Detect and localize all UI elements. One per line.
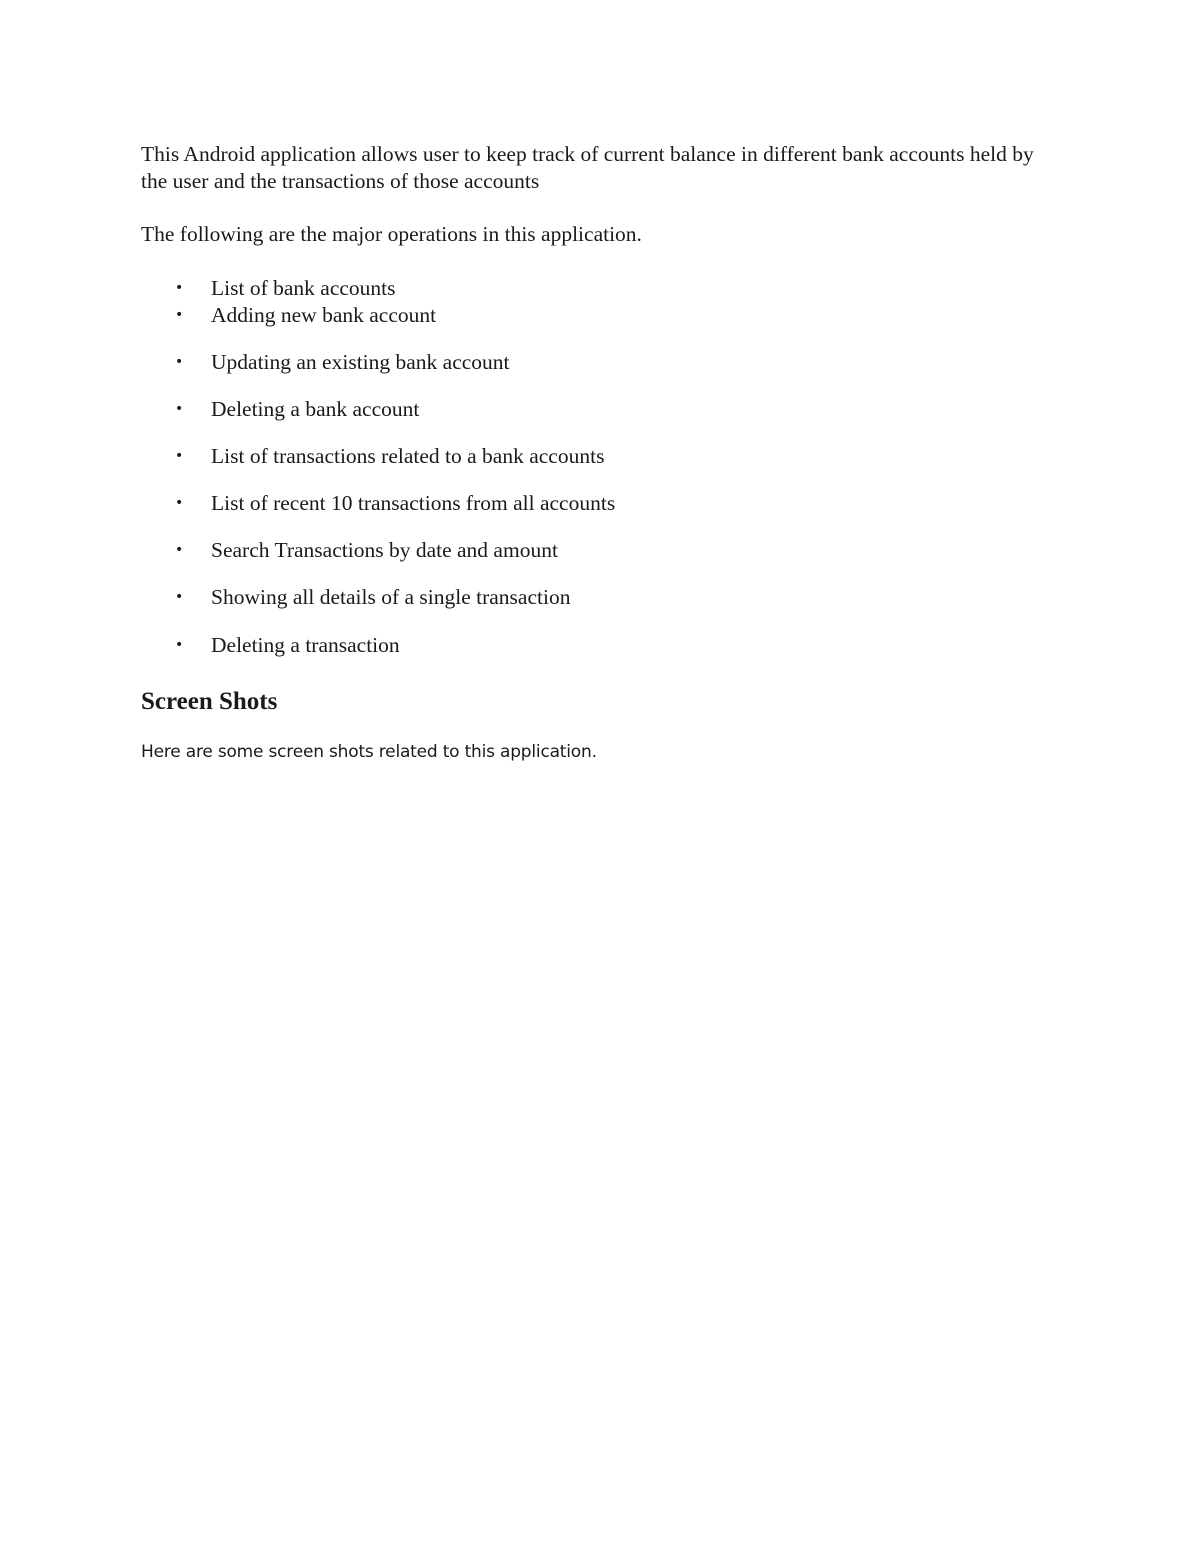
- list-item: [141, 443, 1061, 470]
- operations-list: [141, 275, 1061, 659]
- list-item-text: Deleting a bank account: [211, 397, 420, 421]
- operations-lead-paragraph: The following are the major operations in this application.: [141, 222, 642, 246]
- intro-paragraph: This Android application allows user to keep track of current balance in different bank accounts held by the user and the transactions of those accounts: [141, 142, 1034, 193]
- section-caption: Here are some screen shots related to this application.: [141, 742, 597, 762]
- bullet-icon: •: [175, 542, 184, 558]
- list-item-text: List of transactions related to a bank accounts: [211, 444, 605, 468]
- list-item: [141, 490, 1061, 517]
- list-item-text: Updating an existing bank account: [211, 350, 510, 374]
- list-item-text: List of recent 10 transactions from all accounts: [211, 491, 616, 515]
- bullet-icon: •: [175, 589, 184, 605]
- list-item: [141, 584, 1061, 611]
- list-item: [141, 349, 1061, 376]
- bullet-icon: •: [175, 354, 184, 370]
- list-item: [141, 537, 1061, 564]
- bullet-icon: •: [175, 401, 184, 417]
- bullet-icon: •: [175, 448, 184, 464]
- list-item: [141, 275, 1061, 302]
- list-item: [141, 632, 1061, 659]
- list-item-text: Deleting a transaction: [211, 633, 400, 657]
- bullet-icon: •: [175, 637, 184, 653]
- list-item-text: List of bank accounts: [211, 276, 396, 300]
- bullet-icon: •: [175, 280, 184, 296]
- section-heading: Screen Shots: [141, 688, 278, 715]
- list-item-text: Showing all details of a single transaction: [211, 585, 571, 609]
- bullet-icon: •: [175, 495, 184, 511]
- list-item: [141, 396, 1061, 423]
- bullet-icon: •: [175, 307, 184, 323]
- document-body: [141, 141, 1061, 764]
- list-item: [141, 302, 1061, 329]
- list-item-text: Adding new bank account: [211, 303, 437, 327]
- list-item-text: Search Transactions by date and amount: [211, 538, 558, 562]
